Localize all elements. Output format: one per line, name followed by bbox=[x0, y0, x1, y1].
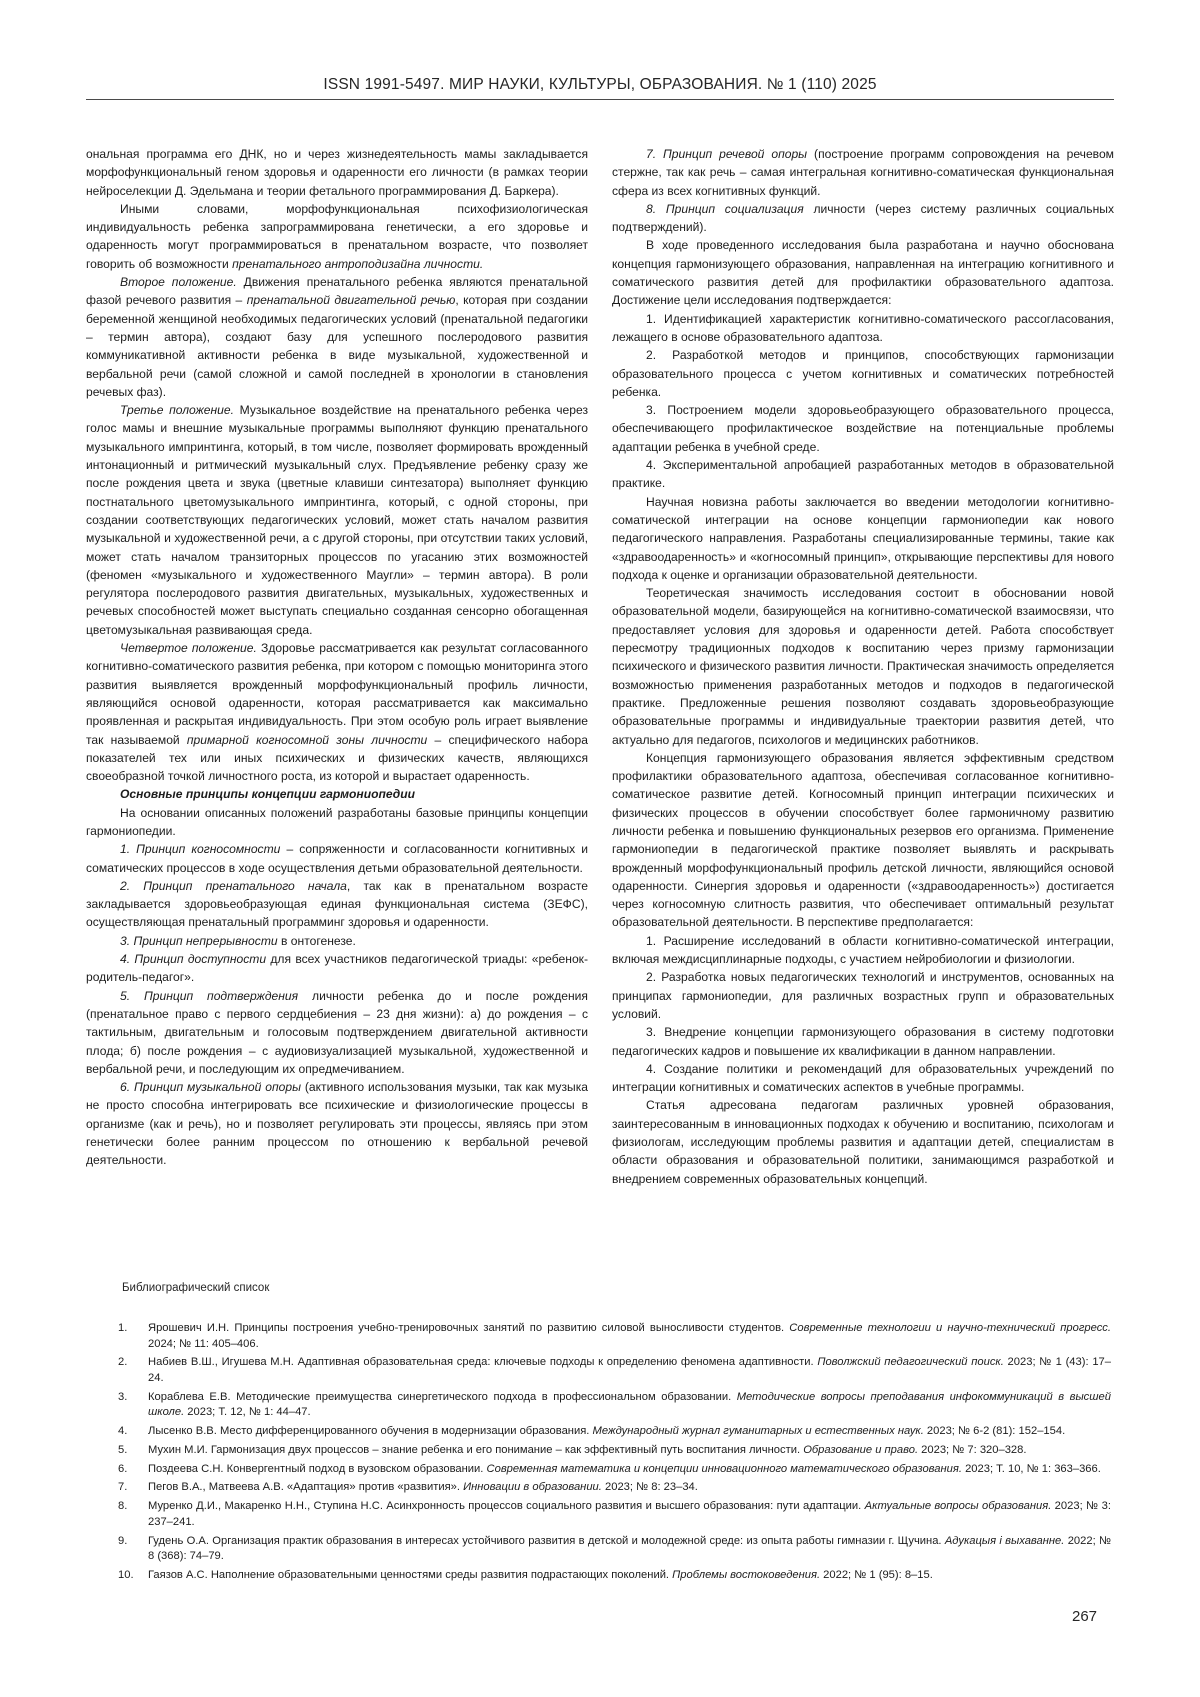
paragraph bbox=[612, 1023, 1114, 1060]
reference-item bbox=[118, 1499, 1111, 1530]
reference-source: Международный журнал гуманитарных и естественных наук. bbox=[592, 1425, 924, 1438]
text-run: Научная новизна работы заключается во введении методологии когнитивно-соматической интеграции на основе концепции гармониопедии как нового педагогического направления. Разработаны специализированные термины, такие как «здравоодаренность» и «когносомный принцип», открывающие перспективы для нового подхода к оценке и организации образовательной деятельности. bbox=[612, 494, 1114, 582]
page-number: 267 bbox=[1072, 1608, 1098, 1625]
paragraph bbox=[86, 639, 588, 785]
left-column bbox=[86, 145, 588, 1170]
text-run: Теоретическая значимость исследования состоит в обосновании новой образовательной модели, базирующейся на когнитивно-соматической взаимосвязи, что предоставляет условия для здоровья и одаренности детей. Работа способствует пересмотру традиционных подходов к воспитанию через призму гармонизации психического и физического развития личности. Практическая значимость определяется возможностью применения разработанных методов и подходов в педагогической практике. Предложенные решения позволяют создавать здоровьеобразующие образовательные программы и индивидуальные траектории развития детей, что актуально для педагогов, психологов и медицинских работников. bbox=[612, 586, 1114, 747]
reference-text: Поздеева С.Н. Конвергентный подход в вузовском образовании. bbox=[148, 1462, 487, 1475]
italic-text: 3. Принцип непрерывности bbox=[120, 933, 278, 948]
reference-text: 2022; № 8 (368): 74–79. bbox=[148, 1534, 1111, 1563]
reference-item bbox=[118, 1390, 1111, 1421]
text-run: 1. Идентификацией характеристик когнитивно-соматического рассогласования, лежащего в основе образовательного адаптоза. bbox=[612, 311, 1114, 344]
reference-item bbox=[118, 1355, 1111, 1386]
reference-text: 2023; Т. 12, № 1: 44–47. bbox=[184, 1406, 311, 1419]
right-column bbox=[612, 145, 1114, 1188]
bibliography-title: Библиографический список bbox=[122, 1282, 270, 1294]
paragraph bbox=[86, 950, 588, 987]
reference-number: 1. bbox=[118, 1322, 128, 1334]
italic-text: пренатального антроподизайна личности. bbox=[232, 256, 484, 271]
italic-text: 6. Принцип музыкальной опоры bbox=[120, 1080, 301, 1095]
text-run: 2. Разработка новых педагогических технологий и инструментов, основанных на принципах гармониопедии, для различных возрастных групп и образовательных условий. bbox=[612, 970, 1114, 1021]
reference-item bbox=[118, 1480, 1111, 1496]
bibliography-list bbox=[118, 1321, 1111, 1587]
paragraph bbox=[612, 456, 1114, 493]
italic-text: Второе положение. bbox=[120, 275, 237, 290]
paragraph bbox=[86, 145, 588, 200]
reference-text: 2023; № 6-2 (81): 152–154. bbox=[923, 1425, 1066, 1438]
reference-text: Ярошевич И.Н. Принципы построения учебно-тренировочных занятий по развитию силовой выносливости студентов. bbox=[148, 1322, 790, 1334]
text-run: 3. Внедрение концепции гармонизующего образования в систему подготовки педагогических кадров и повышение их квалификации в данном направлении. bbox=[612, 1025, 1114, 1058]
header-divider bbox=[86, 99, 1114, 100]
reference-item bbox=[118, 1534, 1111, 1565]
italic-text: 7. Принцип речевой опоры bbox=[646, 147, 808, 161]
paragraph bbox=[612, 584, 1114, 749]
italic-text: 1. Принцип когносомности bbox=[120, 842, 281, 857]
paragraph bbox=[86, 877, 588, 932]
text-run: – специфического набора показателей тех или иных психических и физических качеств, являющихся своеобразной точкой личностного роста, из которой и вырастает одаренность. bbox=[86, 732, 588, 784]
paragraph bbox=[612, 200, 1114, 237]
paragraph bbox=[86, 804, 588, 841]
paragraph bbox=[612, 310, 1114, 347]
reference-item bbox=[118, 1462, 1111, 1478]
italic-text: пренатальной двигательной речью bbox=[246, 293, 456, 308]
text-run: личности ребенка до и после рождения (пренатальное право с первого сердцебиения – 23 дня жизни): а) до рождения – с тактильным, двигательным и голосовым подтверждением двигательной активности плода; б) после рождения – с аудиовизуализацией музыкальной, художественной и вербальной речи, и последующим их опредмечиванием. bbox=[86, 988, 588, 1076]
text-run: личности (через систему различных социальных подтверждений). bbox=[612, 201, 1114, 235]
text-run: 1. Расширение исследований в области когнитивно-соматической интеграции, включая междисциплинарные подходы, с участием нейробиологии и физиологии. bbox=[612, 933, 1114, 967]
reference-item bbox=[118, 1321, 1111, 1352]
reference-text: 2022; № 1 (95): 8–15. bbox=[820, 1569, 933, 1581]
reference-source: Инновации в образовании. bbox=[463, 1481, 602, 1494]
paragraph bbox=[612, 145, 1114, 200]
text-run: 3. Построением модели здоровьеобразующего образовательного процесса, обеспечивающего профилактическое воздействие на потенциальные проблемы адаптации ребенка в учебной среде. bbox=[612, 403, 1114, 454]
text-run: Статья адресована педагогам различных уровней образования, заинтересованным в инновационных подходах к обучению и воспитанию, психологам и физиологам, исследующим проблемы развития и адаптации детей, специалистам в области образования и образовательной политики, занимающимся разработкой и внедрением современных образовательных концепций. bbox=[612, 1098, 1114, 1186]
paragraph bbox=[86, 273, 588, 401]
text-run: – сопряженности и согласованности когнитивных и соматических процессов в ходе осуществления детьми образовательной деятельности. bbox=[86, 842, 589, 875]
reference-number: 7. bbox=[118, 1481, 128, 1494]
reference-text: 2023; № 3: 237–241. bbox=[148, 1500, 1111, 1528]
journal-header: ISSN 1991-5497. МИР НАУКИ, КУЛЬТУРЫ, ОБРАЗОВАНИЯ. № 1 (110) 2025 bbox=[323, 76, 877, 93]
reference-source: Современная математика и концепции инновационного математического образования. bbox=[486, 1462, 962, 1475]
reference-text: Пегов В.А., Матвеева А.В. «Адаптация» против «развития». bbox=[148, 1481, 464, 1494]
reference-number: 8. bbox=[118, 1500, 128, 1513]
reference-source: Поволжский педагогический поиск. bbox=[817, 1356, 1004, 1369]
reference-source: Актуальные вопросы образования. bbox=[864, 1500, 1052, 1513]
paragraph bbox=[86, 1078, 588, 1169]
reference-number: 4. bbox=[118, 1425, 128, 1438]
text-run: Здоровье рассматривается как результат согласованного когнитивно-соматического развития ребенка, при котором с помощью мониторинга этого развития выявляется врожденный морфофункциональный профиль личности, являющийся основой одаренности, которая рассматривается как максимально проявленная и раскрытая индивидуальность. При этом особую роль играет выявление так называемой bbox=[86, 641, 588, 747]
reference-text: 2023; № 7: 320–328. bbox=[918, 1443, 1027, 1456]
text-run: Концепция гармонизующего образования является эффективным средством профилактики образовательного адаптоза, обеспечивая согласованное когнитивно-соматическое развитие детей. Когносомный принцип интеграции психических и физических процессов в обучении способствует более гармоничному развитию личности ребенка и повышению функциональных резервов его организма. Применение гармониопедии в педагогической практике позволяет выявлять и раскрывать врожденный морфофункциональный профиль детской личности, являющийся основой одаренности. Синергия здоровья и одаренности («здравоодаренность») достигается через когносомную слитность развития, что обеспечивает оптимальный результат образовательной деятельности. В перспективе предполагается: bbox=[612, 750, 1114, 930]
text-run: Иными словами, морфофункциональная психофизиологическая индивидуальность ребенка запрограммирована генетически, а его здоровье и одаренность могут программироваться в пренатальном возрасте, что позволяет говорить об возможности bbox=[86, 201, 588, 271]
reference-text: Лысенко В.В. Место дифференцированного обучения в модернизации образования. bbox=[148, 1425, 593, 1438]
reference-text: 2024; № 11: 405–406. bbox=[148, 1337, 259, 1350]
text-run: 4. Экспериментальной апробацией разработанных методов в образовательной практике. bbox=[612, 458, 1114, 491]
text-run: (построение программ сопровождения на речевом стержне, так как речь – самая интегральная когнитивно-соматическая функциональная сфера из всех когнитивных функций. bbox=[612, 147, 1114, 198]
reference-number: 9. bbox=[118, 1534, 128, 1547]
italic-text: 8. Принцип социализация bbox=[646, 201, 804, 216]
text-run: Движения пренатального ребенка являются пренатальной фазой речевого развития – bbox=[86, 275, 589, 308]
text-run: , так как в пренатальном возрасте закладывается здоровьеобразующая единая функциональная система (ЗЕФС), осуществляющая пренатальный программинг здоровья и одаренности. bbox=[86, 878, 588, 930]
paragraph bbox=[612, 749, 1114, 932]
text-run: Музыкальное воздействие на пренатального ребенка через голос мамы и внешние музыкальные программы выполняют функцию пренатального музыкального импринтинга, который, в том числе, позволяет формировать врожденный интонационный и ритмический музыкальный слух. Предъявление ребенку сразу же после рождения цвета и звука (цветные клавиши синтезатора) выполняет функцию постнатального цветомузыкального импринтинга, который, с одной стороны, при создании соответствующих педагогических условий, может стать началом развития музыкальной и художественной речи, а с другой стороны, при отсутствии таких условий, может стать началом транзиторных процессов по угасанию этих возможностей (феномен «музыкального и художественного Маугли» – термин автора). В роли регулятора послеродового развития двигательных, музыкальных, художественных и речевых способностей может выступать специально созданная сенсорно обогащенная цветомузыкальная развивающая среда. bbox=[86, 403, 588, 637]
paragraph bbox=[86, 840, 588, 877]
reference-text: Набиев В.Ш., Игушева М.Н. Адаптивная образовательная среда: ключевые подходы к определению феномена адаптивности. bbox=[148, 1356, 818, 1369]
reference-text: Муренко Д.И., Макаренко Н.Н., Ступина Н.С. Асинхронность процессов социального развития и высшего образования: пути адаптации. bbox=[148, 1500, 865, 1513]
reference-text: Гаязов А.С. Наполнение образовательными ценностями среды развития подрастающих поколений. bbox=[148, 1569, 673, 1581]
paragraph bbox=[612, 401, 1114, 456]
italic-text: примарной когносомной зоны личности bbox=[186, 732, 428, 747]
paragraph bbox=[612, 932, 1114, 969]
paragraph bbox=[86, 401, 588, 639]
paragraph bbox=[612, 968, 1114, 1023]
paragraph bbox=[612, 493, 1114, 584]
reference-text: Гудень О.А. Организация практик образования в интересах устойчивого развития в детской и молодежной среде: из опыта работы гимназии г. Щучина. bbox=[148, 1534, 945, 1547]
text-run: , которая при создании беременной женщиной необходимых педагогических условий (пренатальной педагогики – термин автора), создают базу для успешного послеродового развития коммуникативной активности ребенка в виде музыкальной, художественной и вербальной речи (самой сложной и самой последней в хронологии в становления речевых фаз). bbox=[86, 293, 589, 399]
reference-number: 2. bbox=[118, 1356, 128, 1369]
reference-item bbox=[118, 1424, 1111, 1440]
paragraph bbox=[612, 236, 1114, 309]
reference-text: Кораблева Е.В. Методические преимущества синергетического подхода в профессиональном образовании. bbox=[148, 1390, 737, 1403]
section-heading: Основные принципы концепции гармониопедии bbox=[120, 787, 415, 802]
reference-number: 3. bbox=[118, 1390, 128, 1403]
reference-source: Современные технологии и научно-технический прогресс. bbox=[789, 1322, 1111, 1334]
reference-source: Проблемы востоковедения. bbox=[672, 1569, 821, 1581]
paragraph bbox=[612, 346, 1114, 401]
italic-text: Четвертое положение. bbox=[120, 641, 257, 656]
reference-number: 6. bbox=[118, 1462, 128, 1475]
text-run: ональная программа его ДНК, но и через жизнедеятельность мамы закладывается морфофункциональный геном здоровья и одаренности его личности (в рамках теории нейроселекции Д. Эдельмана и теории фетального программирования Д. Баркера). bbox=[86, 147, 588, 198]
text-run: для всех участников педагогической триады: «ребенок-родитель-педагог». bbox=[86, 952, 588, 985]
text-run: 4. Создание политики и рекомендаций для образовательных учреждений по интеграции когнитивных и соматических аспектов в учебные программы. bbox=[612, 1061, 1114, 1095]
reference-number: 10. bbox=[118, 1569, 134, 1581]
paragraph bbox=[612, 1060, 1114, 1097]
text-run: в онтогенезе. bbox=[277, 933, 356, 948]
reference-text: 2023; Т. 10, № 1: 363–366. bbox=[961, 1462, 1101, 1475]
reference-text: 2023; № 8: 23–34. bbox=[601, 1481, 698, 1494]
reference-source: Адукацыя і выхаванне. bbox=[944, 1534, 1065, 1547]
reference-item bbox=[118, 1568, 1111, 1584]
italic-text: 4. Принцип доступности bbox=[120, 952, 267, 967]
italic-text: Третье положение. bbox=[120, 403, 234, 418]
text-run: В ходе проведенного исследования была разработана и научно обоснована концепция гармонизующего образования, направленная на интеграцию когнитивного и соматического развития детей для профилактики образовательного адаптоза. Достижение цели исследования подтверждается: bbox=[612, 238, 1114, 308]
reference-source: Методические вопросы преподавания инфокоммуникаций в высшей школе. bbox=[148, 1390, 1112, 1419]
paragraph bbox=[86, 987, 588, 1078]
text-run: 2. Разработкой методов и принципов, способствующих гармонизации образовательного процесса с учетом когнитивных и соматических потребностей ребенка. bbox=[612, 348, 1114, 399]
paragraph bbox=[86, 785, 588, 803]
text-run: (активного использования музыки, так как музыка не просто способна интегрировать все психические и физиологические процессы в организме (как и речь), но и позволяет регулировать эти процессы, являясь при этом генетически более ранним процессом по отношению к вербальной речевой деятельности. bbox=[86, 1080, 588, 1168]
reference-source: Образование и право. bbox=[803, 1443, 919, 1456]
paragraph bbox=[86, 932, 588, 950]
reference-text: Мухин М.И. Гармонизация двух процессов – знание ребенка и его понимание – как эффективный путь воспитания личности. bbox=[148, 1443, 804, 1456]
italic-text: 2. Принцип пренатального начала bbox=[120, 878, 347, 893]
text-run: На основании описанных положений разработаны базовые принципы концепции гармониопедии. bbox=[86, 805, 588, 838]
reference-number: 5. bbox=[118, 1443, 128, 1456]
reference-text: 2023; № 1 (43): 17–24. bbox=[148, 1356, 1111, 1384]
paragraph bbox=[612, 1096, 1114, 1187]
italic-text: 5. Принцип подтверждения bbox=[120, 988, 299, 1003]
paragraph bbox=[86, 200, 588, 273]
reference-item bbox=[118, 1443, 1111, 1459]
